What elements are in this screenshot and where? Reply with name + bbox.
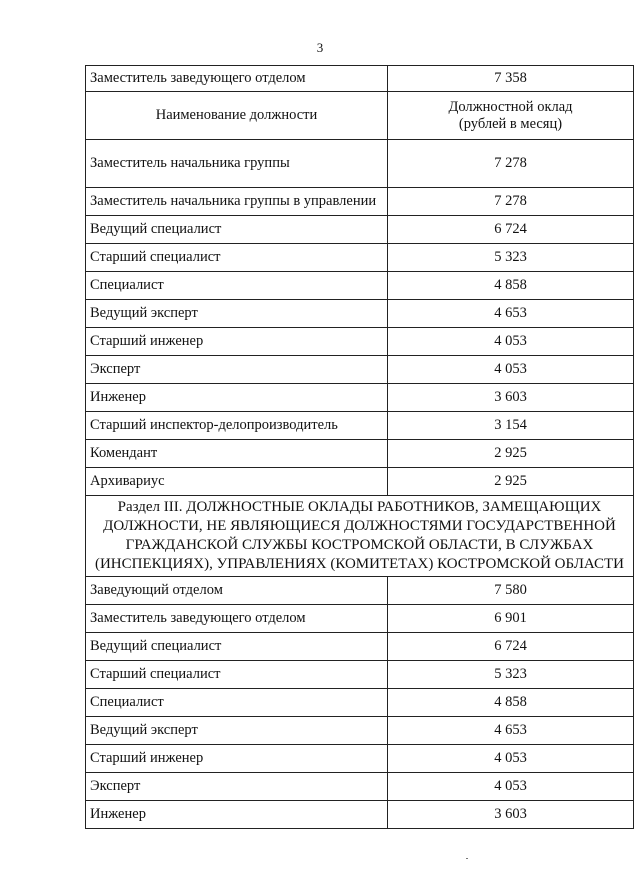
salary-cell: 6 901	[388, 605, 634, 633]
salary-cell: 7 278	[388, 140, 634, 188]
salary-cell: 2 925	[388, 468, 634, 496]
position-cell: Старший специалист	[86, 661, 388, 689]
salary-cell: 6 724	[388, 633, 634, 661]
salary-cell: 7 580	[388, 577, 634, 605]
table-row	[86, 216, 634, 244]
salary-cell: 7 278	[388, 188, 634, 216]
table-row	[86, 801, 634, 829]
table-row	[86, 356, 634, 384]
table-row	[86, 412, 634, 440]
position-cell: Комендант	[86, 440, 388, 468]
table-row	[86, 605, 634, 633]
position-cell: Специалист	[86, 272, 388, 300]
salary-cell: 3 603	[388, 801, 634, 829]
salary-header	[388, 92, 634, 140]
table-row	[86, 328, 634, 356]
table-row	[86, 272, 634, 300]
salary-cell: 4 053	[388, 773, 634, 801]
table-row	[86, 661, 634, 689]
position-cell: Старший инженер	[86, 745, 388, 773]
section-title: Раздел III. ДОЛЖНОСТНЫЕ ОКЛАДЫ РАБОТНИКОВ, ЗАМЕЩАЮЩИХ ДОЛЖНОСТИ, НЕ ЯВЛЯЮЩИЕСЯ ДОЛЖНОСТЯМИ ГОСУДАРСТВЕННОЙ ГРАЖДАНСКОЙ СЛУЖБЫ КОСТРОМСКОЙ ОБЛАСТИ, В СЛУЖБАХ (ИНСПЕКЦИЯХ), УПРАВЛЕНИЯХ (КОМИТЕТАХ) КОСТРОМСКОЙ ОБЛАСТИ	[86, 496, 634, 577]
scan-dot	[466, 858, 468, 859]
position-cell: Заместитель начальника группы в управлении	[86, 188, 388, 216]
salary-cell: 3 603	[388, 384, 634, 412]
salary-cell: 5 323	[388, 244, 634, 272]
salary-cell: 7 358	[388, 66, 634, 92]
position-cell: Заместитель заведующего отделом	[86, 66, 388, 92]
table-row	[86, 66, 634, 92]
table-row	[86, 689, 634, 717]
position-cell: Ведущий эксперт	[86, 717, 388, 745]
position-cell: Ведущий специалист	[86, 216, 388, 244]
table-row	[86, 468, 634, 496]
table-row	[86, 188, 634, 216]
section-heading-row	[86, 496, 634, 577]
salary-cell: 4 858	[388, 272, 634, 300]
position-cell: Ведущий эксперт	[86, 300, 388, 328]
position-cell: Инженер	[86, 384, 388, 412]
salary-cell: 6 724	[388, 216, 634, 244]
salary-header-line2: (рублей в месяц)	[458, 115, 563, 132]
salary-table	[85, 65, 634, 829]
position-cell: Старший специалист	[86, 244, 388, 272]
table-row	[86, 300, 634, 328]
position-cell: Ведущий специалист	[86, 633, 388, 661]
position-cell: Эксперт	[86, 356, 388, 384]
table-header-row	[86, 92, 634, 140]
table-row	[86, 140, 634, 188]
position-cell: Заместитель начальника группы	[86, 140, 388, 188]
table-row	[86, 633, 634, 661]
salary-cell: 2 925	[388, 440, 634, 468]
position-cell: Эксперт	[86, 773, 388, 801]
position-cell: Заведующий отделом	[86, 577, 388, 605]
position-cell: Старший инспектор-делопроизводитель	[86, 412, 388, 440]
salary-cell: 4 053	[388, 356, 634, 384]
position-cell: Заместитель заведующего отделом	[86, 605, 388, 633]
table-row	[86, 773, 634, 801]
table-row	[86, 717, 634, 745]
salary-cell: 4 858	[388, 689, 634, 717]
table-row	[86, 244, 634, 272]
table-row	[86, 384, 634, 412]
salary-cell: 4 653	[388, 300, 634, 328]
position-cell: Специалист	[86, 689, 388, 717]
position-cell: Архивариус	[86, 468, 388, 496]
salary-header-line1: Должностной оклад	[448, 98, 573, 115]
table-row	[86, 440, 634, 468]
position-cell: Инженер	[86, 801, 388, 829]
table-row	[86, 745, 634, 773]
page-number: 3	[316, 40, 324, 55]
position-cell: Старший инженер	[86, 328, 388, 356]
salary-cell: 3 154	[388, 412, 634, 440]
salary-cell: 4 653	[388, 717, 634, 745]
salary-cell: 4 053	[388, 745, 634, 773]
salary-cell: 4 053	[388, 328, 634, 356]
position-header: Наименование должности	[86, 92, 388, 140]
table-row	[86, 577, 634, 605]
salary-cell: 5 323	[388, 661, 634, 689]
